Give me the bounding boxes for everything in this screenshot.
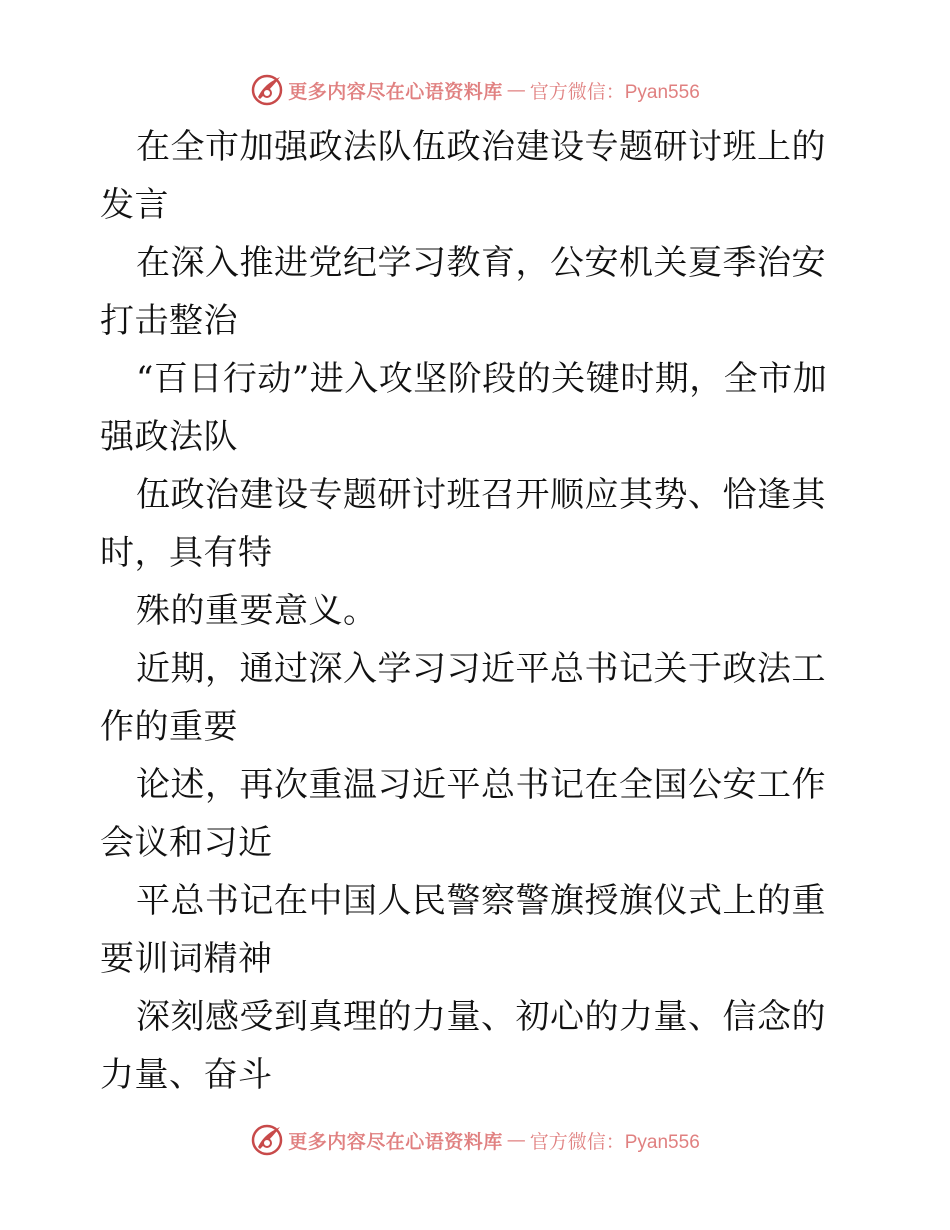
paragraph: 平总书记在中国人民警察警旗授旗仪式上的重要训词精神	[100, 881, 826, 979]
paragraph-title: 在全市加强政法队伍政治建设专题研讨班上的发言	[100, 127, 826, 225]
banner-separator: —	[506, 79, 526, 101]
brand-text: 更多内容尽在心语资料库	[288, 1130, 503, 1153]
paragraph: 近期，通过深入学习习近平总书记关于政法工作的重要	[100, 649, 826, 747]
paragraph: 在深入推进党纪学习教育，公安机关夏季治安打击整治	[100, 243, 826, 341]
red-quill-seal-icon	[250, 73, 284, 107]
wechat-id-text: 官方微信：Pyan556	[529, 81, 700, 103]
paragraph: “百日行动”进入攻坚阶段的关键时期，全市加强政法队	[100, 359, 828, 457]
banner-separator: —	[506, 1129, 526, 1151]
document-body	[100, 118, 860, 1104]
footer-watermark-banner	[0, 1120, 950, 1160]
wechat-id-text: 官方微信：Pyan556	[529, 1131, 700, 1153]
paragraph: 深刻感受到真理的力量、初心的力量、信念的力量、奋斗	[100, 997, 826, 1095]
header-watermark-banner	[0, 70, 950, 110]
brand-text: 更多内容尽在心语资料库	[288, 80, 503, 103]
paragraph: 殊的重要意义。	[136, 591, 378, 631]
paragraph: 论述，再次重温习近平总书记在全国公安工作会议和习近	[100, 765, 826, 863]
paragraph: 伍政治建设专题研讨班召开顺应其势、恰逢其时，具有特	[100, 475, 826, 573]
red-quill-seal-icon	[250, 1123, 284, 1157]
